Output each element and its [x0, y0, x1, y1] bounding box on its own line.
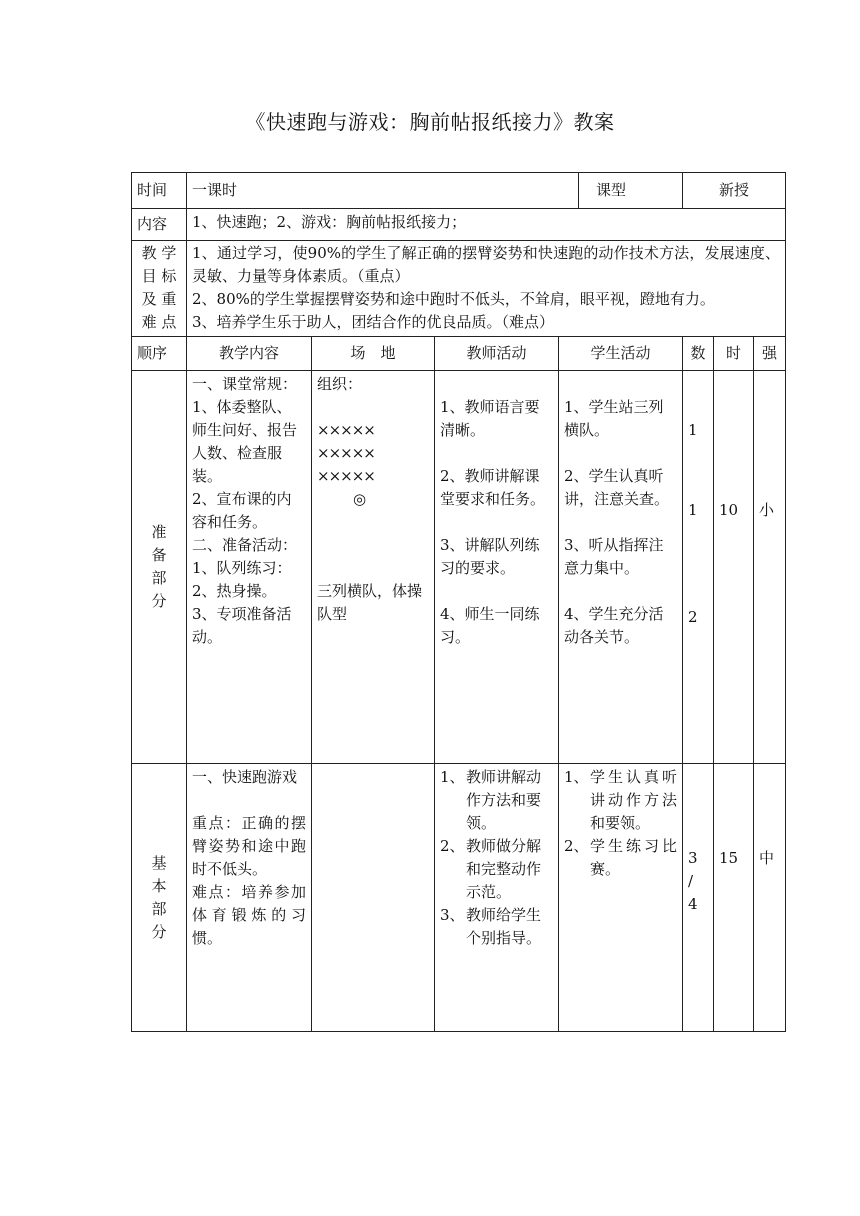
- formation-row: ×××××: [317, 444, 375, 462]
- time-value: 一课时: [187, 173, 579, 209]
- prep-order: [132, 371, 187, 764]
- goals-label-line: 难 点: [141, 313, 177, 331]
- row-preparation: [132, 371, 786, 764]
- formation-row: ×××××: [317, 467, 375, 485]
- prep-count-value: 1: [688, 501, 698, 519]
- basic-count-value: /: [688, 872, 694, 890]
- basic-content: 一、快速跑游戏 重点：正确的摆臂姿势和途中跑时不低头。 难点：培养参加体育锻炼的习惯。: [187, 764, 312, 1032]
- prep-intensity-value: 小: [759, 501, 775, 519]
- type-label: [579, 173, 683, 209]
- goals-label: [132, 241, 187, 337]
- step-text: 学生练习比赛。: [590, 837, 678, 878]
- basic-count-value: 4: [688, 895, 698, 913]
- prep-count: [683, 371, 714, 764]
- basic-order: [132, 764, 187, 1032]
- step-number: 2、: [440, 837, 465, 855]
- col-header-intensity: 强: [754, 337, 786, 371]
- goals-label-line: 目 标: [141, 267, 177, 285]
- prep-teacher: 1、教师语言要清晰。 2、教师讲解课堂要求和任务。 3、讲解队列练习的要求。 4、师生一同练习。: [435, 371, 559, 764]
- teacher-step: [440, 904, 553, 950]
- prep-time: [714, 371, 754, 764]
- goal-item: 3、培养学生乐于助人，团结合作的优良品质。（难点）: [192, 313, 555, 331]
- column-header-row: [132, 337, 786, 371]
- col-header-field: 场 地: [312, 337, 435, 371]
- row-time: [132, 173, 786, 209]
- prep-order-char: 分: [151, 592, 167, 610]
- teacher-step: [440, 835, 553, 904]
- col-header-student: 学生活动: [559, 337, 683, 371]
- step-number: 2、: [564, 837, 589, 855]
- basic-intensity: [754, 764, 786, 1032]
- step-text: 教师讲解动作方法和要领。: [466, 768, 542, 832]
- basic-intensity-value: 中: [759, 849, 775, 867]
- basic-time: [714, 764, 754, 1032]
- teacher-position-marker: ◎: [353, 490, 367, 508]
- row-content: [132, 209, 786, 241]
- prep-count-value: 2: [688, 608, 698, 626]
- goals-label-line: 及 重: [141, 290, 177, 308]
- step-number: 1、: [564, 768, 589, 786]
- basic-order-char: 分: [151, 922, 167, 941]
- prep-student: 1、学生站三列横队。 2、学生认真听讲，注意关查。 3、听从指挥注意力集中。 4、学生充分活动各关节。: [559, 371, 683, 764]
- document-title: 《快速跑与游戏：胸前帖报纸接力》教案: [245, 110, 615, 134]
- goal-item: 1、通过学习，使90%的学生了解正确的摆臂姿势和快速跑的动作技术方法，发展速度、灵敏、力量等身体素质。（重点）: [192, 244, 781, 285]
- goals-label-line: 教 学: [141, 244, 177, 262]
- prep-order-char: 备: [151, 546, 167, 564]
- student-step: [564, 766, 677, 835]
- prep-count-value: 1: [688, 421, 698, 439]
- content-value: 1、快速跑；2、游戏：胸前帖报纸接力；: [187, 209, 786, 241]
- lesson-plan-table: [131, 172, 786, 1032]
- prep-intensity: [754, 371, 786, 764]
- teacher-step: [440, 766, 553, 835]
- step-text: 教师做分解和完整动作示范。: [466, 837, 542, 901]
- basic-count-value: 3: [688, 849, 698, 867]
- prep-field-note: 三列横队，体操队型: [317, 582, 423, 623]
- step-text: 教师给学生个别指导。: [466, 906, 542, 947]
- basic-field: [312, 764, 435, 1032]
- content-label: 内容: [132, 209, 187, 241]
- row-goals: [132, 241, 786, 337]
- basic-student: [559, 764, 683, 1032]
- col-header-content: 教学内容: [187, 337, 312, 371]
- prep-time-value: 10: [719, 501, 739, 519]
- prep-field: [312, 371, 435, 764]
- col-header-time: 时: [714, 337, 754, 371]
- goal-item: 2、80%的学生掌握摆臂姿势和途中跑时不低头，不耸肩，眼平视，蹬地有力。: [192, 290, 715, 308]
- prep-field-org: 组织：: [317, 375, 363, 393]
- student-step: [564, 835, 677, 881]
- col-header-count: 数: [683, 337, 714, 371]
- step-number: 1、: [440, 768, 465, 786]
- basic-teacher: [435, 764, 559, 1032]
- col-header-teacher: 教师活动: [435, 337, 559, 371]
- row-basic: [132, 764, 786, 1032]
- step-number: 3、: [440, 906, 465, 924]
- type-label-text: 课型: [596, 181, 627, 199]
- prep-order-char: 部: [151, 569, 167, 587]
- col-header-order: 顺序: [132, 337, 187, 371]
- time-label: 时间: [132, 173, 187, 209]
- step-text: 学生认真听讲动作方法和要领。: [590, 768, 678, 832]
- type-value: 新授: [683, 173, 786, 209]
- prep-order-char: 准: [151, 523, 167, 541]
- goals-value: [187, 241, 786, 337]
- formation-row: ×××××: [317, 421, 375, 439]
- basic-order-char: 部: [151, 899, 167, 918]
- prep-content: 一、课堂常规： 1、体委整队、师生问好、报告人数、检查服装。 2、宣布课的内容和任务。 二、准备活动： 1、队列练习： 2、热身操。 3、专项准备活动。: [187, 371, 312, 764]
- basic-order-char: 基: [151, 853, 167, 872]
- basic-count: [683, 764, 714, 1032]
- basic-time-value: 15: [719, 849, 739, 867]
- basic-order-char: 本: [151, 876, 167, 895]
